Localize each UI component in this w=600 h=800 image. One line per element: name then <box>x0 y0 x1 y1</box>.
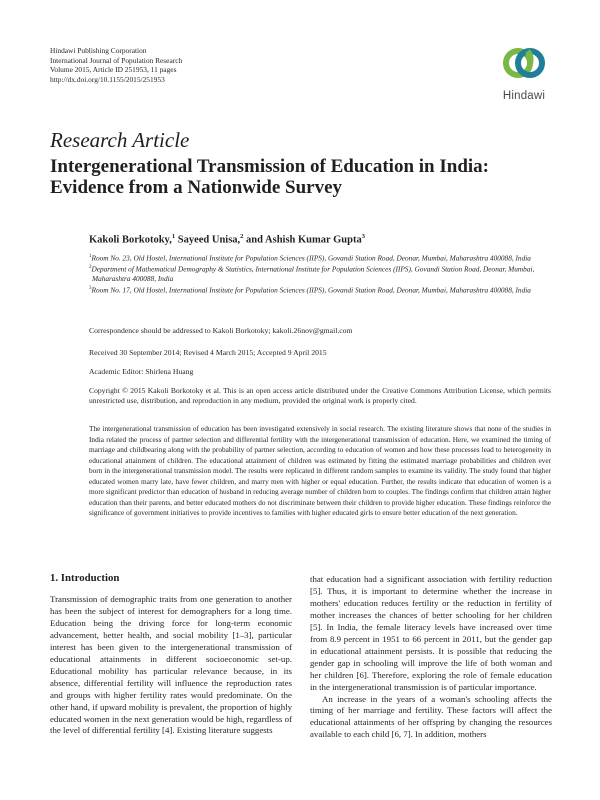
paragraph: Transmission of demographic traits from one generation to another has been the subject of interest for demographers for a long time. Education being the driving force for long-term economic advancement, better health, and social mobility [1–3], particular interest has been given to the intergenerational transmission of educational attainments in different socioeconomic set-up. Educational mobility has particular relevance because, in its absence, differential fertility will influence the reproduction rates and groups with higher fertility rates would predominate. On the other hand, if upward mobility is prevalent, the proportion of highly educated women in the next generation would be high, regardless of the level of differential fertility [4]. Existing literature suggests <box>50 594 292 736</box>
affil-text: Department of Mathematical Demography & Statistics, International Institute for Population Sciences (IIPS), Govandi Station Road, Deonar, Mumbai, Maharashtra 400088, India <box>91 264 535 284</box>
author-name: Sayeed Unisa, <box>177 234 241 246</box>
affil-mark: 2 <box>89 265 92 271</box>
journal-header <box>50 46 182 84</box>
journal-name: International Journal of Population Research <box>50 55 183 65</box>
paragraph: that education had a significant association with fertility reduction [5]. Thus, it is important to determine whether the increase in mothers' education reduces fertility or the reduction in fertility of mother increases the chances of better schooling for her children [5]. In India, the female literacy levels have increased over time from 8.9 percent in 1951 to 66 percent in 2011, but the gender gap in educational attainment persists. It is possible that reducing the gender gap in schooling will improve the life of both woman and her children [6]. Therefore, exploring the role of female education in the intergenerational transmission is of particular importance. <box>310 574 552 692</box>
affiliation <box>89 263 559 284</box>
correspondence: Correspondence should be addressed to Kakoli Borkotoky; kakoli.26nov@gmail.com <box>89 326 353 335</box>
article-type: Research Article <box>50 128 190 152</box>
paragraph: An increase in the years of a woman's schooling affects the timing of her marriage and fertility. These factors will affect the educational attainments of her offspring by changing the resources available to each child [6, 7]. In addition, mothers <box>310 693 552 740</box>
affiliation <box>89 284 559 295</box>
academic-editor: Academic Editor: Shirlena Huang <box>89 367 194 376</box>
author-name: Kakoli Borkotoky, <box>89 234 172 246</box>
abstract: The intergenerational transmission of education has been investigated extensively in social research. The existing literature shows that none of the studies in India related the process of partner selection and differential fertility with the intergenerational transmission of education. Here, we examined the timing of marriage and childbearing along with the probability of partner selection, according to education of women and how these processes lead to heterogeneity in educational attainment of children. The educational attainment of children was estimated by fitting the estimated marriage probabilities and children ever born in the intergenerational transmission model. The results were replicated in different random samples to examine its validity. The study found that higher educated women marry late, have fewer children, and marry men with higher or equal education. Further, the results indicate that education of women is a more significant predictor than education of husband in reducing average number of children born to couples. The findings confirm that children attain higher education than their parents, and better educated mothers do not discriminate between their children to provide higher education. These findings reinforce the significance of government initiatives to provide incentives to families with higher educated girls to ensure better education of the next generation. <box>89 424 551 517</box>
body-column-left <box>50 594 292 737</box>
affil-text: Room No. 17, Old Hostel, International Institute for Population Sciences (IIPS), Govandi Station Road, Deonar, Mumbai, Maharashtra 400088, India <box>91 285 531 295</box>
hindawi-rings-icon <box>500 40 548 86</box>
affiliations <box>89 252 559 295</box>
author-list <box>89 233 365 246</box>
dates: Received 30 September 2014; Revised 4 March 2015; Accepted 9 April 2015 <box>89 348 327 357</box>
title-line-2: Evidence from a Nationwide Survey <box>50 177 343 198</box>
paper-title <box>50 156 550 198</box>
logo-wordmark: Hindawi <box>502 90 546 102</box>
volume-info: Volume 2015, Article ID 251953, 11 pages <box>50 65 177 75</box>
section-heading: 1. Introduction <box>50 572 120 584</box>
publisher-name: Hindawi Publishing Corporation <box>50 46 147 55</box>
author-name: and Ashish Kumar Gupta <box>246 234 362 246</box>
affiliation <box>89 252 559 263</box>
author-affil-mark: 1 <box>171 233 176 240</box>
body-column-right <box>310 574 552 741</box>
author-affil-mark: 2 <box>240 233 244 240</box>
title-line-1: Intergenerational Transmission of Education in India: <box>50 156 489 177</box>
affil-mark: 1 <box>89 254 92 259</box>
affil-mark: 3 <box>89 285 92 291</box>
hindawi-logo[interactable] <box>494 40 554 104</box>
author-affil-mark: 3 <box>361 233 365 240</box>
doi-link[interactable]: http://dx.doi.org/10.1155/2015/251953 <box>50 74 165 84</box>
affil-text: Room No. 23, Old Hostel, International Institute for Population Sciences (IIPS), Govandi Station Road, Deonar, Mumbai, Maharashtra 400088, India <box>91 253 531 263</box>
copyright-notice: Copyright © 2015 Kakoli Borkotoky et al. This is an open access article distributed under the Creative Commons Attribution License, which permits unrestricted use, distribution, and reproduction in any medium, provided the original work is properly cited. <box>89 386 551 406</box>
